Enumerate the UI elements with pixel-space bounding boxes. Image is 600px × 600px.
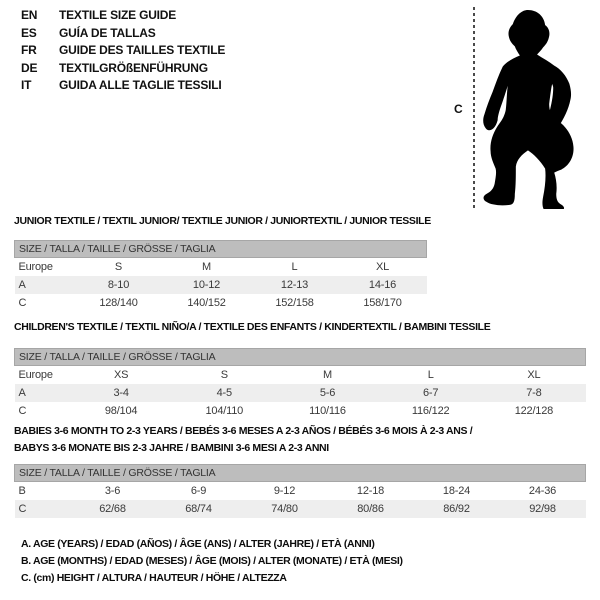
babies-title-line1: BABIES 3-6 MONTH TO 2-3 YEARS / BEBÉS 3-6 MESES A 2-3 AÑOS / BÉBÉS 3-6 MOIS À 2-3 ANS / xyxy=(14,425,473,437)
age-cell: 10-12 xyxy=(192,279,221,291)
legend-line-b: B. AGE (MONTHS) / EDAD (MESES) / ÂGE (MOIS) / ALTER (MONATE) / ETÀ (MESI) xyxy=(21,555,403,568)
age-cell: 7-8 xyxy=(526,387,542,399)
babies-section xyxy=(14,423,586,518)
children-section-title: CHILDREN'S TEXTILE / TEXTIL NIÑO/A / TEXTILE DES ENFANTS / KINDERTEXTIL / BAMBINI TESSILE xyxy=(14,321,491,333)
size-cell: XL xyxy=(375,261,390,273)
height-cell: 152/158 xyxy=(275,297,314,309)
language-list xyxy=(21,7,225,95)
size-cell: S xyxy=(114,261,123,273)
height-cell: 80/86 xyxy=(357,503,384,515)
height-cell: 104/110 xyxy=(205,405,244,417)
row-label: C xyxy=(18,405,27,417)
table-row-europe xyxy=(15,258,427,277)
table-row-age xyxy=(15,384,586,402)
height-cell: 74/80 xyxy=(271,503,298,515)
height-cell: 116/122 xyxy=(411,405,450,417)
age-cell: 14-16 xyxy=(368,279,397,291)
language-row-de xyxy=(21,60,225,78)
size-cell: L xyxy=(427,369,434,381)
size-cell: M xyxy=(202,261,211,273)
row-label: Europe xyxy=(18,261,53,273)
table-row-height xyxy=(15,294,427,312)
age-cell: 3-4 xyxy=(113,387,129,399)
table-row-age xyxy=(15,276,427,294)
language-code: IT xyxy=(21,78,32,93)
guide-title-es: GUÍA DE TALLAS xyxy=(59,25,156,40)
language-code: EN xyxy=(21,8,38,22)
height-cell: 110/116 xyxy=(309,405,346,417)
size-cell: L xyxy=(291,261,298,273)
table-row-height xyxy=(15,500,586,518)
babies-size-table xyxy=(14,464,586,518)
row-label: Europe xyxy=(18,369,53,381)
language-row-fr xyxy=(21,42,225,60)
size-cell: XS xyxy=(113,369,129,381)
age-cell: 4-5 xyxy=(216,387,232,399)
table-row-europe xyxy=(15,366,586,385)
table-row-months xyxy=(15,482,586,501)
junior-section-title: JUNIOR TEXTILE / TEXTIL JUNIOR/ TEXTILE JUNIOR / JUNIORTEXTIL / JUNIOR TESSILE xyxy=(14,215,431,227)
size-cell: XL xyxy=(527,369,541,381)
language-row-es xyxy=(21,25,225,43)
height-cell: 140/152 xyxy=(187,297,226,309)
children-section xyxy=(14,319,586,420)
months-cell: 6-9 xyxy=(190,485,207,497)
height-cell: 68/74 xyxy=(185,503,212,515)
age-cell: 6-7 xyxy=(423,387,439,399)
age-cell: 8-10 xyxy=(107,279,130,291)
months-cell: 3-6 xyxy=(104,485,121,497)
row-label: C xyxy=(18,297,27,309)
age-cell: 5-6 xyxy=(319,387,336,399)
baby-silhouette xyxy=(481,7,583,209)
legend-line-c: C. (cm) HEIGHT / ALTURA / HAUTEUR / HÖHE / ALTEZZA xyxy=(21,572,287,585)
language-row-it xyxy=(21,77,225,95)
size-cell: S xyxy=(220,369,228,381)
legend xyxy=(21,536,403,588)
row-label: C xyxy=(18,503,27,515)
months-cell: 9-12 xyxy=(273,485,296,497)
children-size-table xyxy=(14,348,586,420)
height-dashed-line xyxy=(473,7,475,208)
months-cell: 12-18 xyxy=(356,485,385,497)
height-cell: 98/104 xyxy=(104,405,138,417)
language-code: DE xyxy=(21,60,38,75)
babies-title-line2: BABYS 3-6 MONATE BIS 2-3 JAHRE / BAMBINI 3-6 MESI A 2-3 ANNI xyxy=(14,442,329,454)
guide-title-de: TEXTILGRÖßENFÜHRUNG xyxy=(59,60,208,75)
height-cell: 92/98 xyxy=(529,503,556,515)
row-label: B xyxy=(18,485,26,497)
height-label-c: C xyxy=(454,102,463,116)
months-cell: 24-36 xyxy=(528,485,557,497)
row-label: A xyxy=(18,387,26,399)
months-cell: 18-24 xyxy=(442,485,471,497)
size-header-bar: SIZE / TALLA / TAILLE / GRÖSSE / TAGLIA xyxy=(15,241,427,258)
size-header-bar: SIZE / TALLA / TAILLE / GRÖSSE / TAGLIA xyxy=(15,465,586,482)
height-cell: 62/68 xyxy=(99,503,126,515)
row-label: A xyxy=(18,279,26,291)
size-header-bar: SIZE / TALLA / TAILLE / GRÖSSE / TAGLIA xyxy=(15,349,586,366)
guide-title-it: GUIDA ALLE TAGLIE TESSILI xyxy=(59,78,222,93)
junior-size-table xyxy=(14,240,427,312)
junior-section xyxy=(14,213,431,312)
language-row-en xyxy=(21,7,225,25)
table-row-height xyxy=(15,402,586,420)
babies-section-title xyxy=(14,423,586,457)
height-cell: 158/170 xyxy=(363,297,402,309)
height-cell: 86/92 xyxy=(443,503,470,515)
age-cell: 12-13 xyxy=(280,279,309,291)
height-cell: 128/140 xyxy=(99,297,138,309)
language-code: FR xyxy=(21,43,37,58)
guide-title-fr: GUIDE DES TAILLES TEXTILE xyxy=(59,43,226,58)
legend-line-a: A. AGE (YEARS) / EDAD (AÑOS) / ÂGE (ANS) / ALTER (JAHRE) / ETÀ (ANNI) xyxy=(21,538,375,550)
size-cell: M xyxy=(322,369,332,381)
language-code: ES xyxy=(21,25,37,40)
height-measure-figure xyxy=(450,2,598,214)
height-cell: 122/128 xyxy=(514,405,554,417)
guide-title-en: TEXTILE SIZE GUIDE xyxy=(59,8,177,22)
